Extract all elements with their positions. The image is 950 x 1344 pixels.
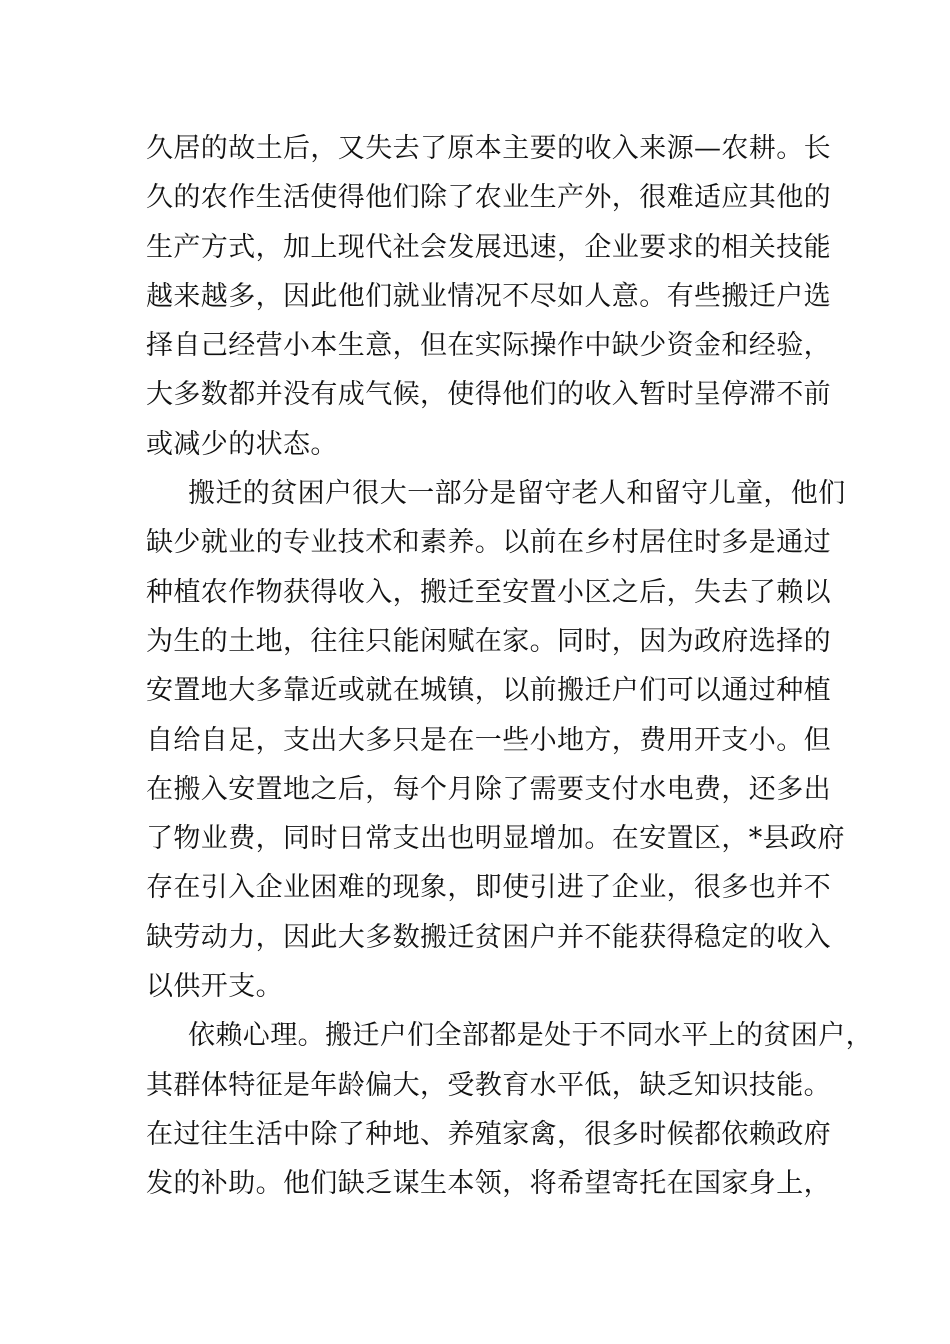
text-line: 存在引入企业困难的现象，即使引进了企业，很多也并不 — [146, 872, 831, 904]
text-line: 缺少就业的专业技术和素养。以前在乡村居住时多是通过 — [146, 527, 831, 559]
text-line: 大多数都并没有成气候，使得他们的收入暂时呈停滞不前 — [146, 379, 831, 411]
text-line: 越来越多，因此他们就业情况不尽如人意。有些搬迁户选 — [146, 280, 831, 312]
text-line: 种植农作物获得收入，搬迁至安置小区之后，失去了赖以 — [146, 576, 831, 608]
text-line: 以供开支。 — [146, 971, 283, 1003]
text-line: 其群体特征是年龄偏大，受教育水平低，缺乏知识技能。 — [146, 1069, 831, 1101]
text-line: 了物业费，同时日常支出也明显增加。在安置区，*县政府 — [146, 823, 845, 855]
body-text — [146, 124, 873, 1209]
text-line: 久居的故土后，又失去了原本主要的收入来源—农耕。长 — [146, 133, 831, 164]
paragraph-first-line: 依赖心理。搬迁户们全部都是处于不同水平上的贫困户， — [188, 1020, 873, 1052]
text-line: 发的补助。他们缺乏谋生本领，将希望寄托在国家身上， — [146, 1168, 831, 1200]
text-line: 安置地大多靠近或就在城镇，以前搬迁户们可以通过种植 — [146, 675, 831, 707]
text-line: 在搬入安置地之后，每个月除了需要支付水电费，还多出 — [146, 773, 831, 805]
text-line: 在过往生活中除了种地、养殖家禽，很多时候都依赖政府 — [146, 1118, 831, 1150]
text-line: 缺劳动力，因此大多数搬迁贫困户并不能获得稳定的收入 — [146, 921, 831, 953]
paragraph-first-line: 搬迁的贫困户很大一部分是留守老人和留守儿童，他们 — [188, 478, 846, 510]
text-line: 或减少的状态。 — [146, 428, 338, 460]
text-line: 为生的土地，往往只能闲赋在家。同时，因为政府选择的 — [146, 625, 831, 657]
text-line: 自给自足，支出大多只是在一些小地方，费用开支小。但 — [146, 724, 831, 756]
text-line: 久的农作生活使得他们除了农业生产外，很难适应其他的 — [146, 182, 831, 214]
text-line: 生产方式，加上现代社会发展迅速，企业要求的相关技能 — [146, 231, 831, 263]
text-line: 择自己经营小本生意，但在实际操作中缺少资金和经验， — [146, 330, 831, 362]
